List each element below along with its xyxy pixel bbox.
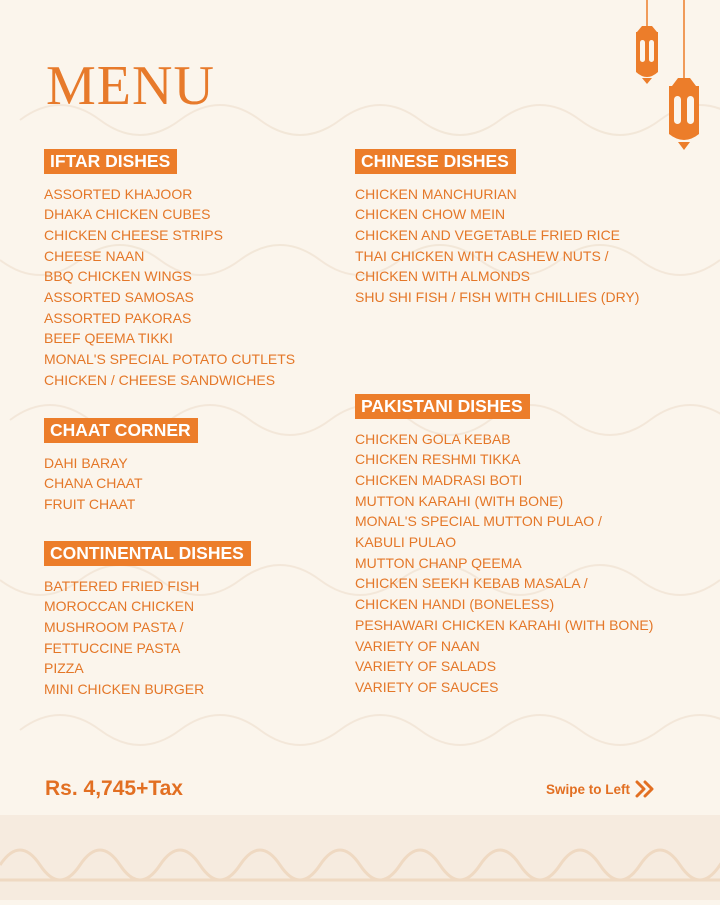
section-title: CHAAT CORNER bbox=[44, 418, 198, 443]
menu-item: ASSORTED PAKORAS bbox=[44, 309, 192, 326]
price-amount: 4,745 bbox=[83, 777, 137, 800]
menu-item: FRUIT CHAAT bbox=[44, 495, 136, 512]
menu-item: CHICKEN SEEKH KEBAB MASALA / bbox=[355, 575, 588, 592]
section-pakistani-dishes bbox=[355, 394, 653, 698]
menu-item: CHANA CHAAT bbox=[44, 475, 143, 492]
menu-item: CHEESE NAAN bbox=[44, 247, 145, 264]
menu-item: CHICKEN MANCHURIAN bbox=[355, 185, 517, 202]
menu-item: MINI CHICKEN BURGER bbox=[44, 681, 205, 698]
price-currency: Rs. bbox=[45, 777, 78, 800]
section-chinese-dishes bbox=[355, 149, 639, 308]
swipe-label: Swipe to Left bbox=[546, 781, 630, 797]
menu-item: BBQ CHICKEN WINGS bbox=[44, 268, 192, 285]
double-chevron-right-icon bbox=[635, 780, 655, 798]
menu-item: BEEF QEEMA TIKKI bbox=[44, 330, 173, 347]
menu-item: KABULI PULAO bbox=[355, 534, 457, 551]
menu-item: PESHAWARI CHICKEN KARAHI (WITH BONE) bbox=[355, 616, 654, 633]
section-chaat-corner bbox=[44, 418, 198, 515]
menu-item: CHICKEN / CHEESE SANDWICHES bbox=[44, 371, 276, 388]
menu-item: ASSORTED SAMOSAS bbox=[44, 289, 194, 306]
menu-item: PIZZA bbox=[44, 660, 84, 677]
swipe-hint-button[interactable] bbox=[546, 780, 655, 798]
section-title: CHINESE DISHES bbox=[355, 149, 516, 174]
item-list bbox=[44, 453, 198, 515]
item-list bbox=[355, 184, 639, 308]
menu-item: VARIETY OF NAAN bbox=[355, 637, 480, 654]
menu-item: CHICKEN WITH ALMONDS bbox=[355, 268, 531, 285]
menu-item: CHICKEN CHEESE STRIPS bbox=[44, 226, 223, 243]
menu-item: DAHI BARAY bbox=[44, 454, 128, 471]
price-label bbox=[45, 777, 183, 801]
menu-item: VARIETY OF SAUCES bbox=[355, 678, 499, 695]
menu-item: MONAL'S SPECIAL MUTTON PULAO / bbox=[355, 513, 602, 530]
menu-item: SHU SHI FISH / FISH WITH CHILLIES (DRY) bbox=[355, 289, 640, 306]
menu-item: THAI CHICKEN WITH CASHEW NUTS / bbox=[355, 247, 609, 264]
section-title: IFTAR DISHES bbox=[44, 149, 177, 174]
menu-item: CHICKEN GOLA KEBAB bbox=[355, 430, 511, 447]
menu-item: MONAL'S SPECIAL POTATO CUTLETS bbox=[44, 351, 296, 368]
menu-item: ASSORTED KHAJOOR bbox=[44, 185, 193, 202]
lantern-icon bbox=[630, 0, 664, 90]
menu-item: MUTTON KARAHI (WITH BONE) bbox=[355, 492, 564, 509]
menu-item: VARIETY OF SALADS bbox=[355, 658, 497, 675]
menu-item: MUSHROOM PASTA / bbox=[44, 618, 184, 635]
lantern-icon bbox=[664, 0, 704, 160]
page-title: MENU bbox=[46, 55, 215, 117]
item-list bbox=[44, 184, 295, 391]
bottom-ornament-band bbox=[0, 815, 720, 900]
price-suffix: +Tax bbox=[136, 777, 183, 800]
menu-item: BATTERED FRIED FISH bbox=[44, 577, 200, 594]
section-continental-dishes bbox=[44, 541, 251, 700]
menu-item: DHAKA CHICKEN CUBES bbox=[44, 206, 211, 223]
section-title: CONTINENTAL DISHES bbox=[44, 541, 251, 566]
item-list bbox=[355, 429, 653, 698]
menu-item: MOROCCAN CHICKEN bbox=[44, 598, 195, 615]
menu-item: CHICKEN CHOW MEIN bbox=[355, 206, 506, 223]
menu-item: CHICKEN HANDI (BONELESS) bbox=[355, 596, 555, 613]
section-iftar-dishes bbox=[44, 149, 295, 391]
menu-item: FETTUCCINE PASTA bbox=[44, 639, 181, 656]
menu-item: CHICKEN RESHMI TIKKA bbox=[355, 451, 521, 468]
menu-item: MUTTON CHANP QEEMA bbox=[355, 554, 522, 571]
menu-item: CHICKEN MADRASI BOTI bbox=[355, 471, 523, 488]
section-title: PAKISTANI DISHES bbox=[355, 394, 530, 419]
menu-item: CHICKEN AND VEGETABLE FRIED RICE bbox=[355, 226, 621, 243]
item-list bbox=[44, 576, 251, 700]
